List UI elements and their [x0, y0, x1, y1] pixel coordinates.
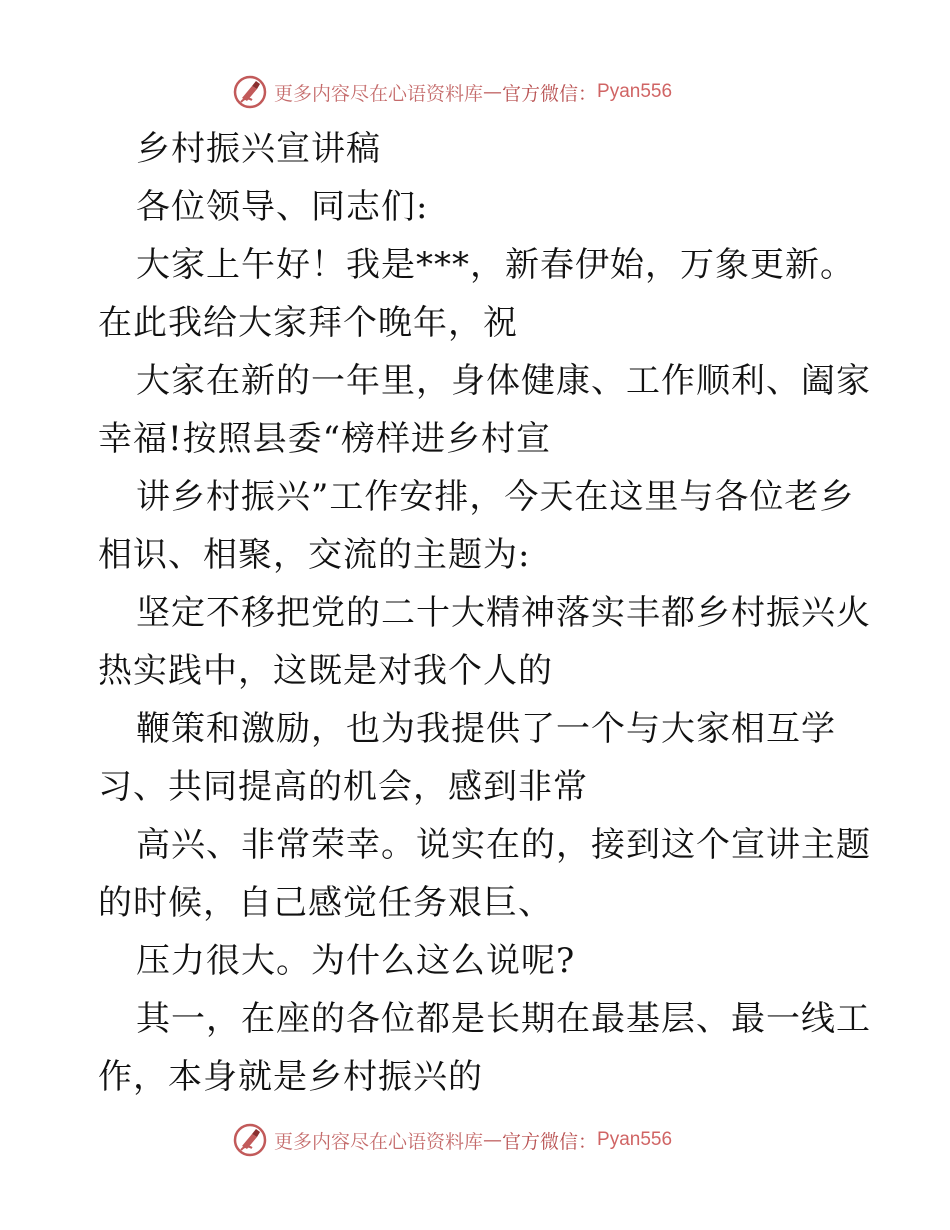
document-title: 乡村振兴宣讲稿: [136, 129, 381, 169]
text-line: 坚定不移把党的二十大精神落实丰都乡村振兴火: [136, 593, 871, 633]
salutation: 各位领导、同志们:: [136, 187, 429, 227]
watermark-text: 更多内容尽在心语资料库: [274, 82, 484, 105]
text-line: 相识、相聚，交流的主题为:: [98, 535, 531, 575]
watermark-wechat-id: Pyan556: [597, 1129, 673, 1150]
watermark-dash: —: [483, 81, 503, 103]
text-line: 作，本身就是乡村振兴的: [98, 1057, 483, 1097]
watermark-official-label: 官方微信：: [502, 1130, 598, 1153]
text-line: 大家上午好！我是***，新春伊始，万象更新。: [136, 245, 855, 285]
text-line: 习、共同提高的机会，感到非常: [98, 767, 588, 807]
watermark-official-label: 官方微信：: [502, 82, 598, 105]
header-watermark: [232, 72, 752, 112]
text-line: 幸福!按照县委“榜样进乡村宣: [98, 419, 552, 459]
text-line: 的时候，自己感觉任务艰巨、: [98, 883, 553, 923]
watermark-dash: —: [483, 1129, 503, 1151]
watermark-wechat-id: Pyan556: [597, 81, 673, 102]
text-line: 其一，在座的各位都是长期在最基层、最一线工: [136, 999, 871, 1039]
text-line: 热实践中，这既是对我个人的: [98, 651, 553, 691]
text-line: 讲乡村振兴”工作安排，今天在这里与各位老乡: [136, 477, 855, 517]
pen-logo-icon: [232, 1122, 268, 1158]
pen-logo-icon: [232, 74, 268, 110]
watermark-text: 更多内容尽在心语资料库: [274, 1130, 484, 1153]
text-line: 在此我给大家拜个晚年，祝: [98, 303, 518, 343]
footer-watermark: [232, 1120, 752, 1160]
text-line: 高兴、非常荣幸。说实在的，接到这个宣讲主题: [136, 825, 871, 865]
text-line: 大家在新的一年里，身体健康、工作顺利、阖家: [136, 361, 871, 401]
text-line: 压力很大。为什么这么说呢?: [136, 941, 576, 981]
document-body: [98, 120, 871, 1106]
text-line: 鞭策和激励，也为我提供了一个与大家相互学: [136, 709, 836, 749]
